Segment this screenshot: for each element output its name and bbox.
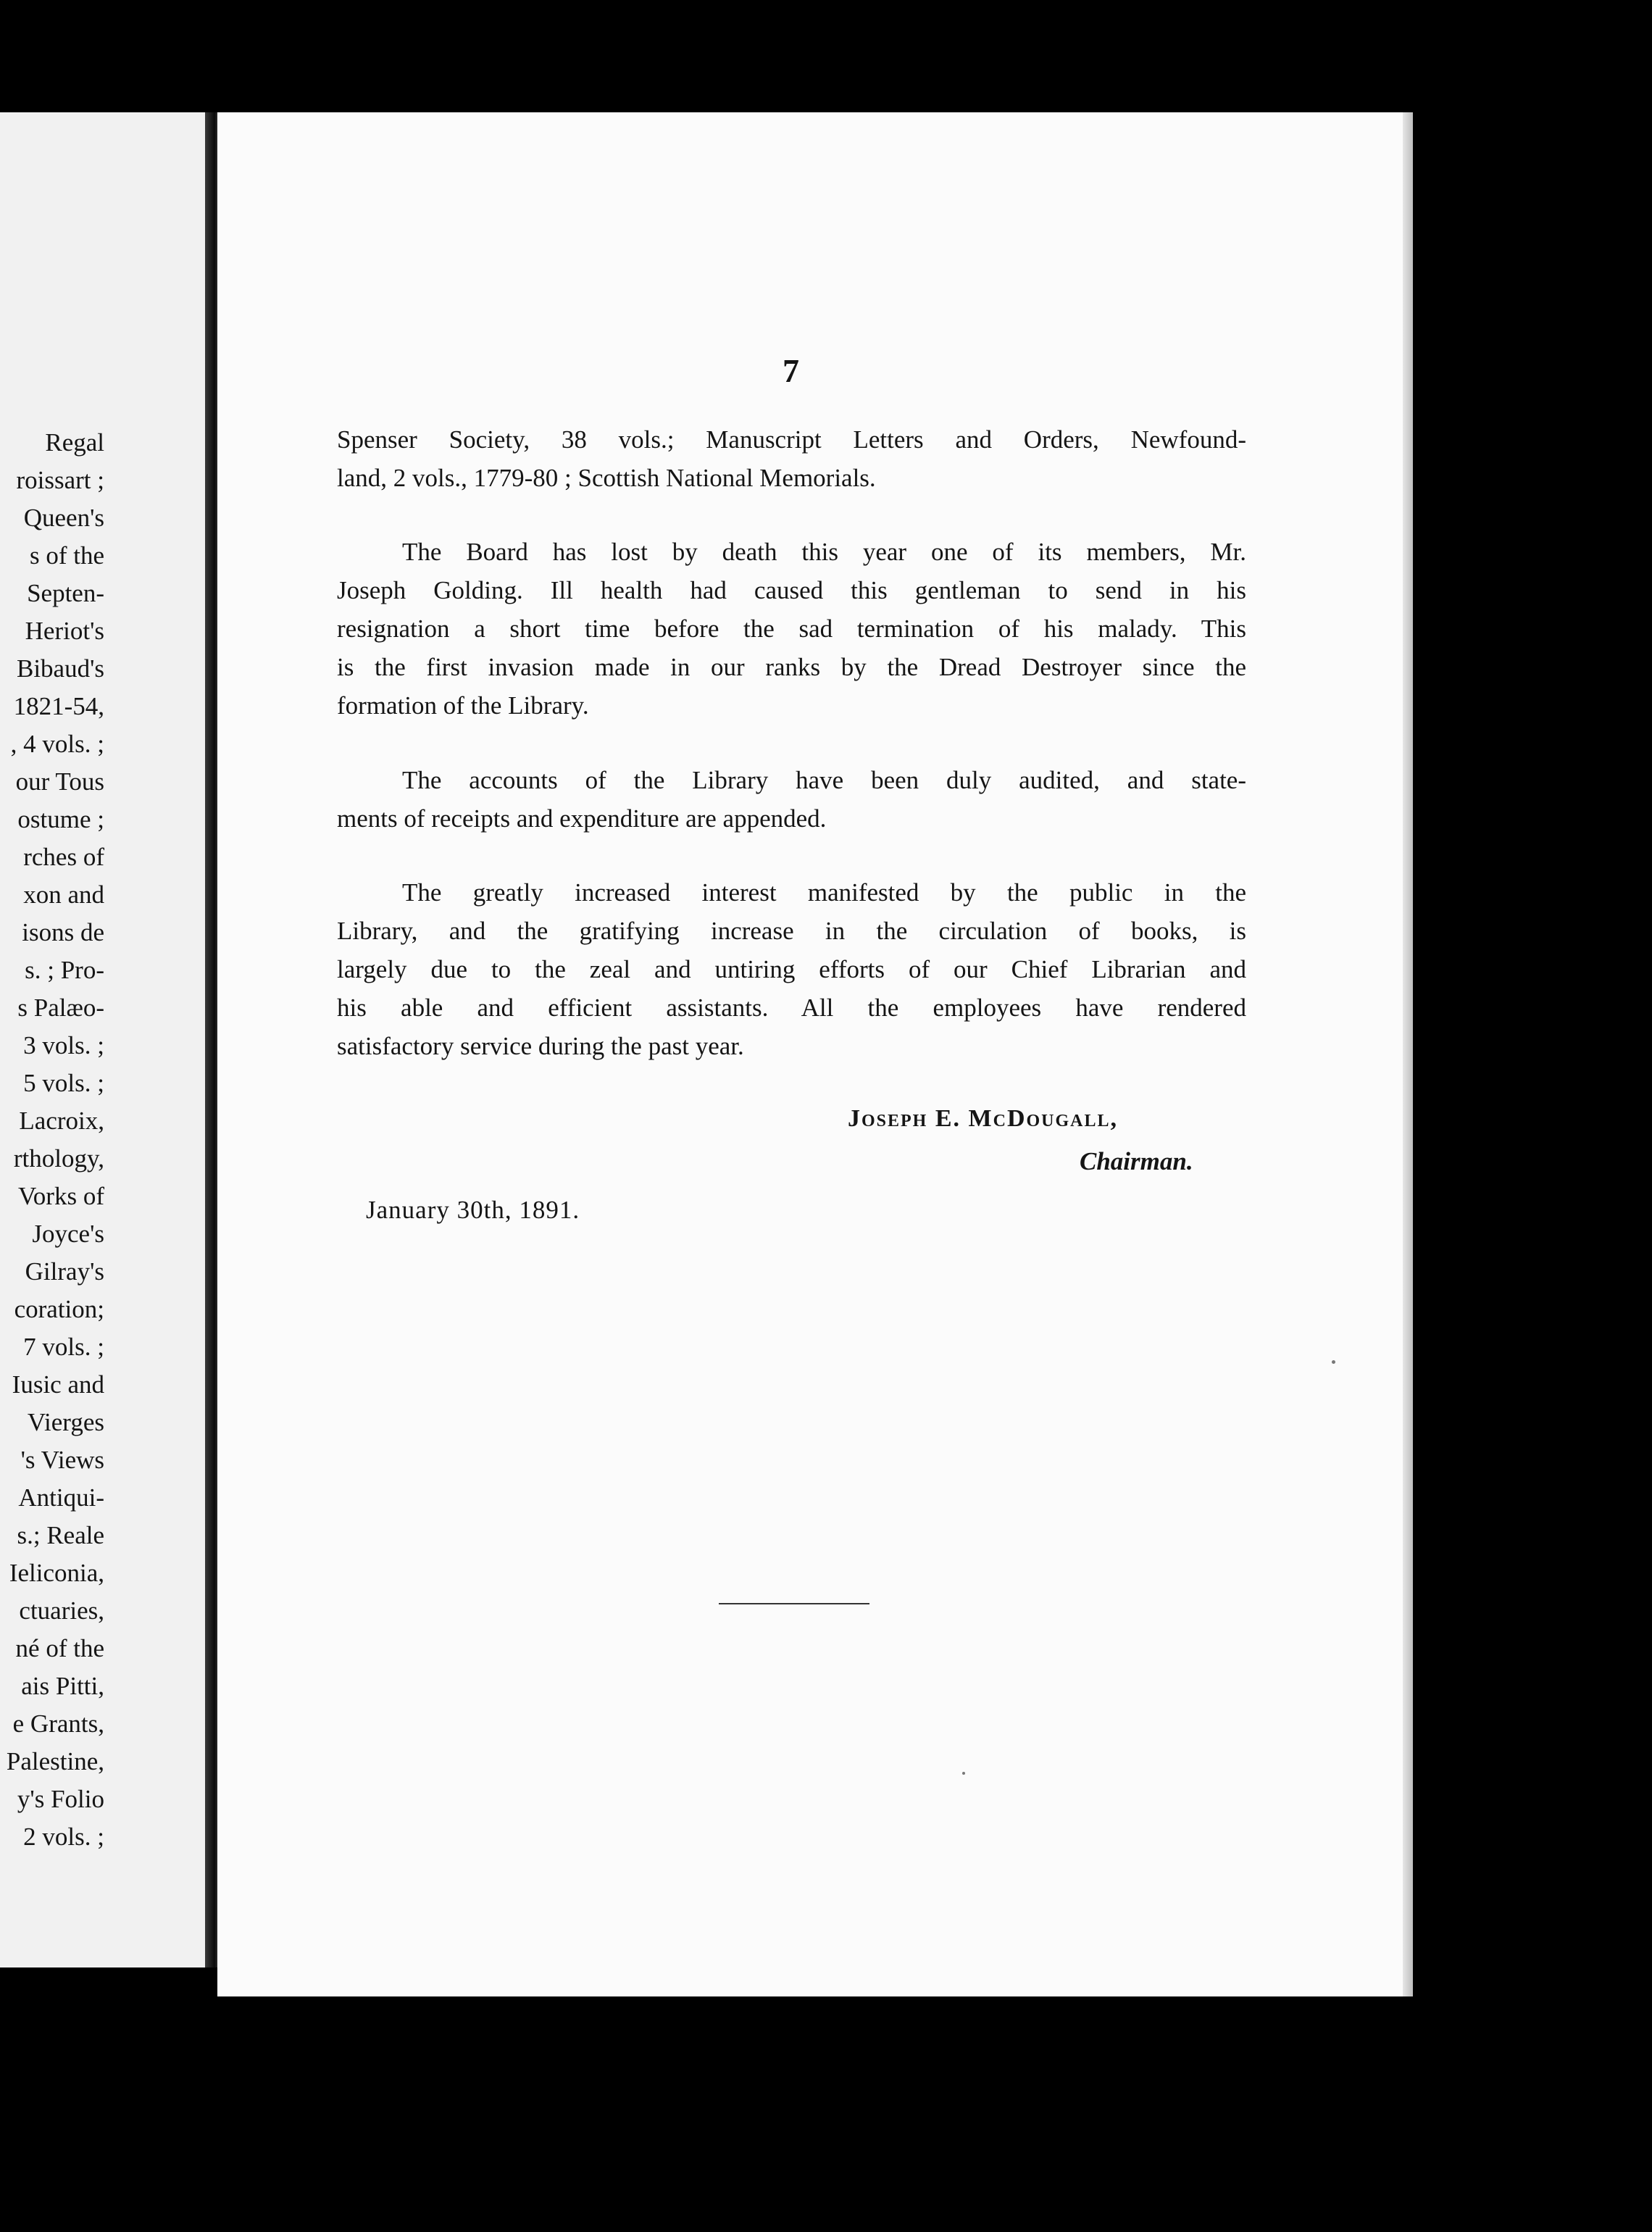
paragraph-accounts [337, 761, 1246, 838]
left-page-fragment [0, 112, 212, 1967]
left-page-line: né of the [15, 1634, 104, 1662]
paragraph-line: land, 2 vols., 1779-80 ; Scottish National Memorials. [337, 464, 876, 492]
signature-name: Joseph E. McDougall, [848, 1105, 1119, 1132]
paragraph-line: Spenser Society, 38 vols.; Manuscript Letters and Orders, Newfound- [337, 425, 1246, 454]
left-page-line: Antiqui- [18, 1483, 104, 1512]
left-page-line: Vorks of [18, 1182, 104, 1210]
left-page-line: roissart ; [16, 466, 104, 494]
paragraph-library-interest [337, 873, 1246, 1065]
closing-rule [719, 1603, 869, 1604]
left-page-line: Ieliconia, [9, 1559, 104, 1587]
signature-role: Chairman. [1080, 1147, 1193, 1175]
left-page-line: Queen's [23, 504, 104, 532]
page-number: 7 [783, 352, 799, 389]
paragraph-line: Library, and the gratifying increase in the circulation of books, is [337, 917, 1246, 945]
paragraph-line: The greatly increased interest manifested by the public in the [402, 878, 1246, 907]
paragraph-line: The accounts of the Library have been duly audited, and state- [402, 766, 1246, 794]
left-page-line: 7 vols. ; [23, 1333, 104, 1361]
paragraph-line: Joseph Golding. Ill health had caused this gentleman to send in his [337, 576, 1246, 604]
left-page-line: 1821-54, [13, 692, 104, 720]
paragraph-line: his able and efficient assistants. All the employees have rendered [337, 994, 1246, 1022]
paragraph-line: is the first invasion made in our ranks by the Dread Destroyer since the [337, 653, 1246, 681]
left-page-line: ctuaries, [19, 1596, 104, 1625]
left-page-line: ais Pitti, [21, 1672, 104, 1700]
left-page-line: , 4 vols. ; [10, 730, 104, 758]
left-page-line: Joyce's [32, 1220, 104, 1248]
left-page-line: Iusic and [12, 1370, 104, 1399]
paragraph-line: resignation a short time before the sad termination of his malady. This [337, 615, 1246, 643]
paragraph-line: formation of the Library. [337, 691, 589, 720]
left-page-line: Vierges [27, 1408, 104, 1436]
paragraph-line: The Board has lost by death this year one of its members, Mr. [402, 538, 1246, 566]
right-page [217, 112, 1413, 1996]
paragraph-line: largely due to the zeal and untiring efforts of our Chief Librarian and [337, 955, 1246, 983]
left-page-line: Lacroix, [19, 1107, 104, 1135]
left-page-line: 3 vols. ; [23, 1031, 104, 1059]
left-page-line: isons de [22, 918, 104, 946]
paragraph-line: ments of receipts and expenditure are appended. [337, 804, 827, 833]
paper-speck [962, 1772, 965, 1775]
left-page-line: s of the [29, 541, 104, 570]
left-page-line: s.; Reale [17, 1521, 104, 1549]
left-page-line: Bibaud's [16, 654, 104, 683]
date-line: January 30th, 1891. [366, 1196, 580, 1224]
paper-speck [1332, 1360, 1335, 1364]
left-page-line: 5 vols. ; [23, 1069, 104, 1097]
left-page-line: Septen- [27, 579, 104, 607]
left-page-line: xon and [23, 880, 104, 909]
left-page-line: coration; [14, 1295, 104, 1323]
left-page-line: y's Folio [17, 1785, 104, 1813]
left-page-line: Gilray's [25, 1257, 104, 1286]
left-page-line: 's Views [20, 1446, 104, 1474]
left-page-line: our Tous [15, 767, 104, 796]
left-page-line: Regal [45, 428, 104, 457]
left-page-line: Heriot's [25, 617, 104, 645]
paragraph-acquisitions [337, 420, 1246, 497]
paragraph-obituary [337, 533, 1246, 725]
left-page-line: s. ; Pro- [25, 956, 104, 984]
left-page-line: s Palæo- [17, 994, 104, 1022]
left-page-line: 2 vols. ; [23, 1823, 104, 1851]
left-page-line: e Grants, [12, 1710, 104, 1738]
paragraph-line: satisfactory service during the past year. [337, 1032, 744, 1060]
left-page-line: Palestine, [6, 1747, 104, 1775]
left-page-line: ostume ; [17, 805, 104, 833]
left-page-line: rthology, [13, 1144, 104, 1173]
left-page-line: rches of [23, 843, 104, 871]
